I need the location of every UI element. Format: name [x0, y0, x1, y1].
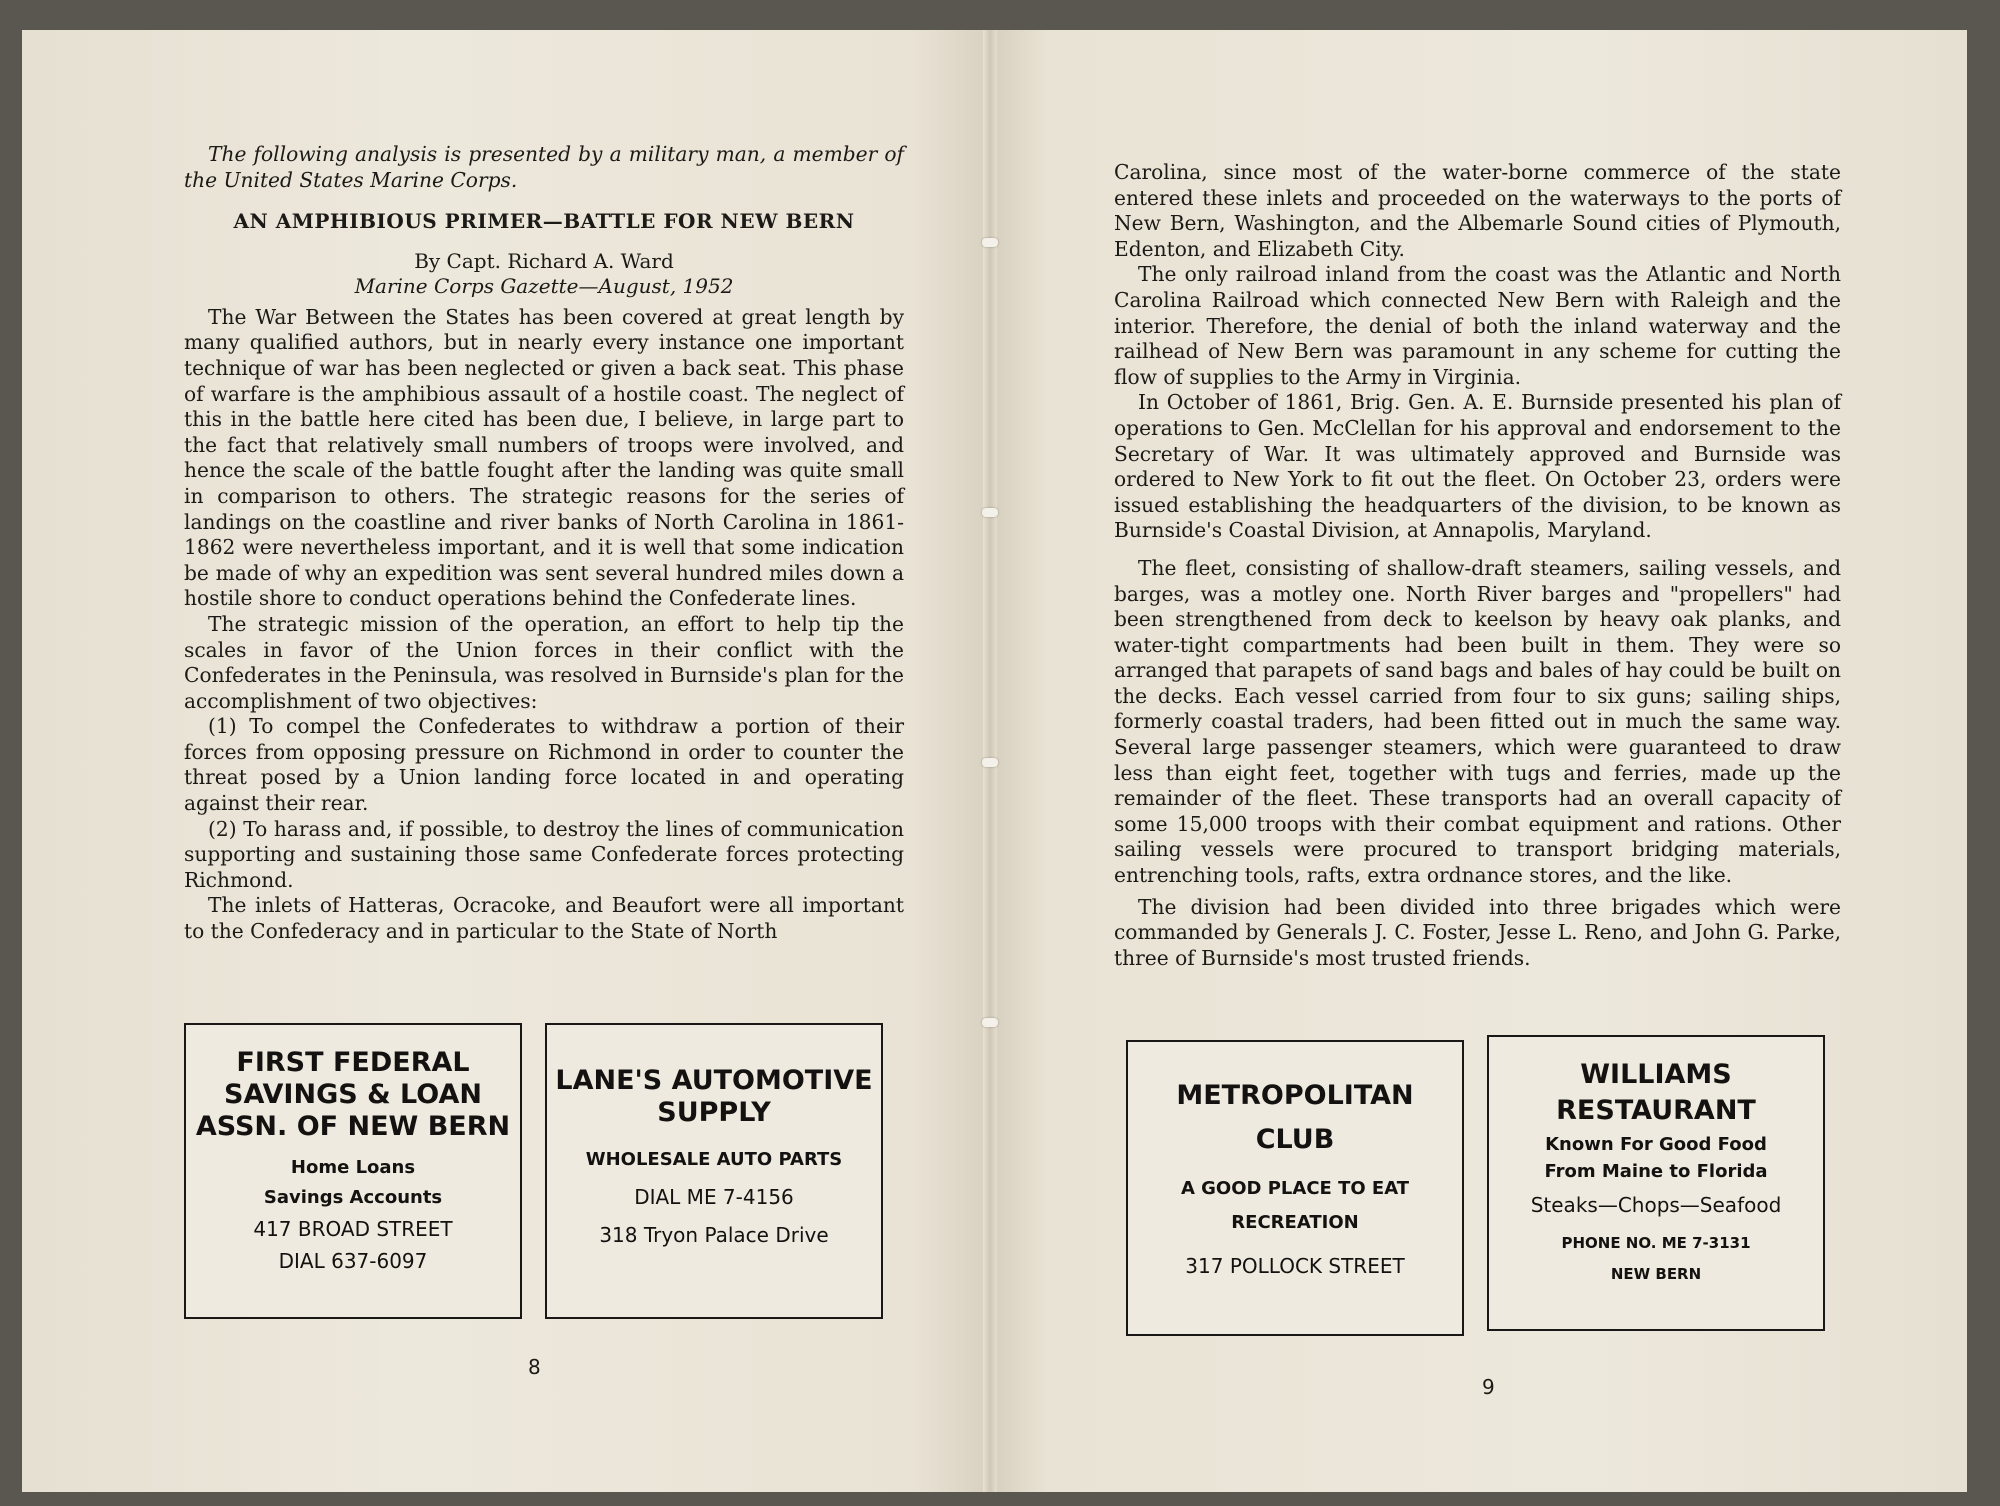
ad-address: 318 Tryon Palace Drive [599, 1223, 829, 1247]
ad-phone: PHONE NO. ME 7-3131 [1561, 1234, 1751, 1252]
ad-title: METROPOLITAN [1176, 1080, 1414, 1111]
page-number: 9 [1482, 1375, 1495, 1399]
ad-phone: DIAL ME 7-4156 [634, 1185, 794, 1209]
ad-title: CLUB [1255, 1124, 1335, 1155]
ad-title: SAVINGS & LOAN [224, 1079, 482, 1110]
right-text-column [1114, 160, 1841, 971]
booklet-spread [22, 30, 1967, 1492]
ad-title: LANE'S AUTOMOTIVE [555, 1065, 873, 1096]
ad-first-federal [184, 1023, 522, 1319]
ad-line: A GOOD PLACE TO EAT [1180, 1178, 1410, 1199]
ad-line: RECREATION [1231, 1212, 1359, 1233]
binding-stitch [982, 1018, 998, 1027]
paragraph: (1) To compel the Confederates to withdraw a portion of their forces from opposing pressure on Richmond in order to counter the threat posed by a Union landing force located in and operating against their rear. [184, 714, 904, 816]
ad-title: FIRST FEDERAL [236, 1047, 470, 1078]
article-source: Marine Corps Gazette—August, 1952 [354, 273, 734, 298]
binding-stitch [982, 238, 998, 247]
ad-line: WHOLESALE AUTO PARTS [585, 1149, 843, 1170]
ad-title: WILLIAMS [1580, 1059, 1732, 1090]
paragraph: The division had been divided into three brigades which were commanded by Generals J. C. Foster, Jesse L. Reno, and John G. Parke, three of Burnside's most trusted friends. [1114, 894, 1841, 970]
ad-williams-restaurant [1487, 1035, 1825, 1331]
article-heading: AN AMPHIBIOUS PRIMER—BATTLE FOR NEW BERN [233, 209, 855, 234]
binding-stitch [982, 508, 998, 517]
paragraph: The War Between the States has been covered at great length by many qualified authors, but in nearly every instance one important technique of war has been neglected or given a back seat. This phase of warfare is the amphibious assault of a hostile coast. The neglect of this in the battle here cited has been due, I believe, in large part to the fact that relatively small numbers of troops were involved, and hence the scale of the battle fought after the landing was quite small in comparison to others. The strategic reasons for the series of landings on the coastline and river banks of North Carolina in 1861-1862 were nevertheless important, and it is well that some indication be made of why an expedition was sent several hundred miles down a hostile shore to conduct operations behind the Confederate lines. [184, 304, 904, 611]
paragraph: The only railroad inland from the coast was the Atlantic and North Carolina Railroad which connected New Bern with Raleigh and the interior. Therefore, the denial of both the inland waterway and the railhead of New Bern was paramount in any scheme for cutting the flow of supplies to the Army in Virginia. [1114, 262, 1841, 389]
paragraph: The inlets of Hatteras, Ocracoke, and Beaufort were all important to the Confederacy and in particular to the State of North [184, 893, 904, 944]
paragraph: (2) To harass and, if possible, to destroy the lines of communication supporting and sustaining those same Confederate forces protecting Richmond. [184, 816, 904, 892]
ad-address: 417 BROAD STREET [253, 1217, 453, 1241]
paragraph: The fleet, consisting of shallow-draft steamers, sailing vessels, and barges, was a motley one. North River barges and "propellers" had been strengthened from deck to keelson by heavy oak planks, and water-tight compartments had been built in them. They were so arranged that parapets of sand bags and bales of hay could be built on the decks. Each vessel carried from four to six guns; sailing ships, formerly coastal traders, had been fitted out in much the same way. Several large passenger steamers, which were guaranteed to draw less than eight feet, together with tugs and ferries, made up the remainder of the fleet. These transports had an overall capacity of some 15,000 troops with their combat equipment and rations. Other sailing vessels were procured to transport bridging materials, entrenching tools, rafts, extra ordnance stores, and the like. [1114, 555, 1841, 888]
ad-line: From Maine to Florida [1544, 1161, 1768, 1182]
ad-line: Known For Good Food [1545, 1134, 1767, 1155]
intro-note: The following analysis is presented by a military man, a member of the United States Marine Corps. [184, 142, 904, 192]
ad-metropolitan-club [1126, 1040, 1464, 1336]
left-text-column [184, 142, 904, 945]
paragraph-continuation: Carolina, since most of the water-borne commerce of the state entered these inlets and proceeded on the waterways to the ports of New Bern, Washington, and the Albemarle Sound cities of Plymouth, Edenton, and Elizabeth City. [1114, 160, 1841, 261]
article-byline: By Capt. Richard A. Ward [414, 248, 674, 273]
ad-line: Home Loans [290, 1157, 416, 1178]
ad-line: Savings Accounts [263, 1187, 443, 1208]
paragraph: In October of 1861, Brig. Gen. A. E. Burnside presented his plan of operations to Gen. McClellan for his approval and endorsement to the Secretary of War. It was ultimately approved and Burnside was ordered to New York to fit out the fleet. On October 23, orders were issued establishing the headquarters of the division, to be known as Burnside's Coastal Division, at Annapolis, Maryland. [1114, 390, 1841, 543]
ad-title: SUPPLY [657, 1097, 771, 1128]
binding-stitch [982, 758, 998, 767]
ad-title: ASSN. OF NEW BERN [195, 1111, 511, 1142]
ad-phone: DIAL 637-6097 [278, 1249, 428, 1273]
ad-line: Steaks—Chops—Seafood [1530, 1193, 1782, 1217]
page-number: 8 [528, 1355, 541, 1379]
paragraph: The strategic mission of the operation, an effort to help tip the scales in favor of the Union forces in their conflict with the Confederates in the Peninsula, was resolved in Burnside's plan for the accomplishment of two objectives: [184, 611, 904, 713]
ad-address: 317 POLLOCK STREET [1185, 1254, 1405, 1278]
ad-city: NEW BERN [1610, 1265, 1702, 1283]
ad-lanes-automotive [545, 1023, 883, 1319]
ad-title: RESTAURANT [1556, 1095, 1756, 1126]
